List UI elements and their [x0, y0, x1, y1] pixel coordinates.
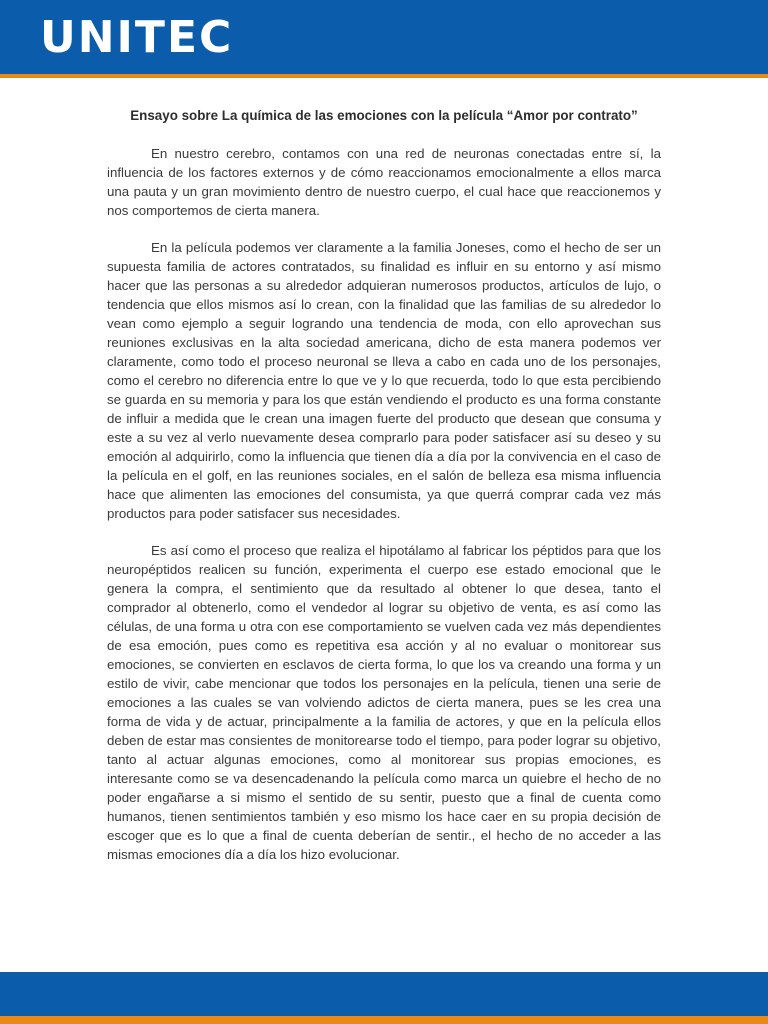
footer-accent-rule	[0, 1016, 768, 1024]
paragraph-3: Es así como el proceso que realiza el hipotálamo al fabricar los péptidos para que los neuropéptidos realicen su función, experimenta el cuerpo ese estado emocional que le genera la compra, el sentimiento que da resultado al obtener lo que desea, tanto el comprador al obtenerlo, como el vendedor al lograr su objetivo de venta, es así como las células, de una forma u otra con ese comportamiento se vuelven cada vez más dependientes de esa emoción, pues como es repetitiva esa acción y al no evaluar o monitorear sus emociones, se convierten en esclavos de cierta forma, lo que los va creando una forma y un estilo de vivir, cabe mencionar que todos los personajes en la película, tienen una serie de emociones a las cuales se van volviendo adictos de cierta manera, pues se les crea una forma de vida y de actuar, principalmente a la familia de actores, y que en la película ellos deben de estar mas consientes de monitorearse todo el tiempo, para poder lograr su objetivo, tanto al actuar algunas emociones, como al monitorear sus propias emociones, es interesante como se va desencadenando la película como marca un quiebre el hecho de no poder engañarse a si mismo el sentido de su sentir, puesto que a final de cuenta como humanos, tienen sentimientos también y eso mismo los hace caer en su propia decisión de escoger que es lo que a final de cuenta deberían de sentir., el hecho de no acceder a las mismas emociones día a día los hizo evolucionar.	[107, 543, 661, 862]
unitec-logo: UNITEC	[40, 12, 234, 63]
document-title: Ensayo sobre La química de las emociones con la película “Amor por contrato”	[130, 108, 638, 123]
header-accent-rule	[0, 74, 768, 78]
header-band	[0, 0, 768, 74]
footer-band	[0, 972, 768, 1016]
document-body	[107, 144, 661, 882]
paragraph-1: En nuestro cerebro, contamos con una red de neuronas conectadas entre sí, la influencia de los factores externos y de cómo reaccionamos emocionalmente a ellos marca una pauta y un gran movimiento dentro de nuestro cuerpo, el cual hace que reaccionemos y nos comportemos de cierta manera.	[107, 146, 661, 218]
paragraph-2: En la película podemos ver claramente a la familia Joneses, como el hecho de ser un supuesta familia de actores contratados, su finalidad es influir en su entorno y así mismo hacer que las personas a su alrededor adquieran numerosos productos, artículos de lujo, o tendencia que ellos mismos así lo crean, con la finalidad que las familias de su alrededor lo vean como ejemplo a seguir logrando una tendencia de moda, con ello aprovechan sus reuniones exclusivas en la alta sociedad americana, dicho de esta manera podemos ver claramente, como todo el proceso neuronal se lleva a cabo en cada uno de los personajes, como el cerebro no diferencia entre lo que ve y lo que recuerda, todo lo que esta percibiendo se guarda en su memoria y para los que están vendiendo el producto es una forma constante de influir a medida que le crean una imagen fuerte del producto que desean que consuma y este a su vez al verlo nuevamente desea comprarlo para poder satisfacer así su deseo y su emoción al adquirirlo, como la influencia que tienen día a día por la convivencia en el caso de la película en el golf, en las reuniones sociales, en el salón de belleza esa misma influencia hace que alimenten las emociones del consumista, ya que querrá comprar cada vez más productos para poder satisfacer sus necesidades.	[107, 240, 661, 521]
